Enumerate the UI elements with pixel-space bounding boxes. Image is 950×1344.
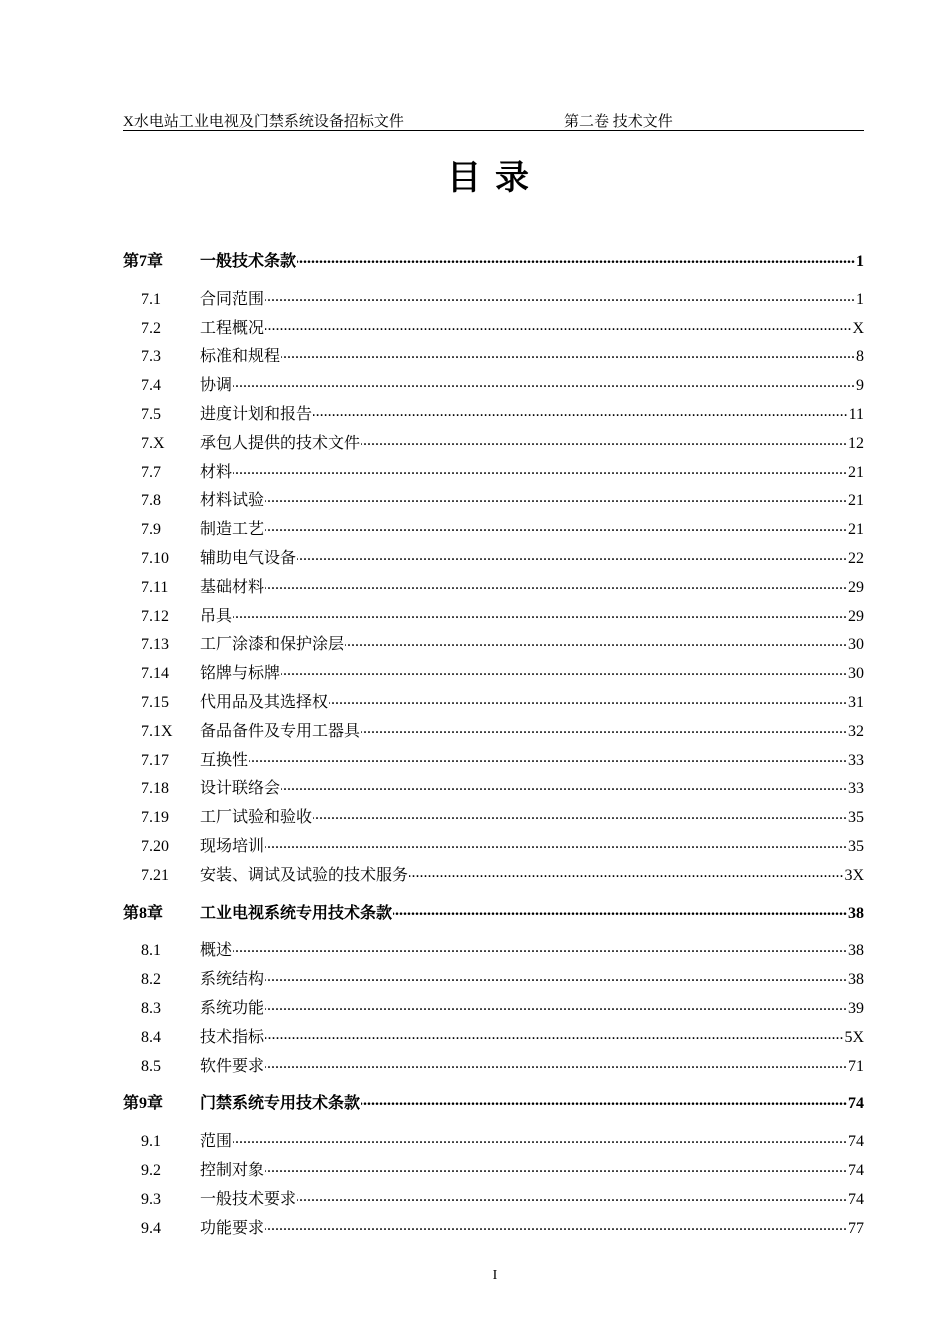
- toc-entry-page: 38: [848, 971, 864, 989]
- toc-entry-title: 门禁系统专用技术条款: [200, 1095, 361, 1113]
- toc-entry-title: 现场培训: [200, 837, 265, 855]
- toc-entry-title: 进度计划和报告: [200, 405, 313, 423]
- toc-section-entry[interactable]: [123, 1186, 864, 1215]
- toc-dot-leader: [249, 749, 847, 765]
- toc-entry-number: 8.1: [141, 942, 161, 960]
- toc-entry-title: 一般技术条款: [200, 253, 297, 270]
- toc-dot-leader: [265, 317, 851, 333]
- toc-entry-title: 吊具: [200, 607, 233, 625]
- toc-entry-number: 9.1: [141, 1133, 161, 1151]
- toc-dot-leader: [233, 374, 855, 390]
- toc-dot-leader: [265, 1055, 847, 1071]
- toc-entry-page: 77: [848, 1219, 864, 1237]
- toc-entry-page: 21: [848, 492, 864, 510]
- toc-entry-page: X: [852, 319, 864, 337]
- toc-entry-number: 7.3: [141, 348, 161, 366]
- toc-entry-page: 1: [856, 253, 864, 270]
- toc-entry-number: 7.7: [141, 463, 161, 481]
- toc-entry-title: 概述: [200, 942, 233, 960]
- toc-section-entry[interactable]: [123, 1215, 864, 1244]
- toc-section-entry[interactable]: [123, 459, 864, 488]
- toc-entry-title: 技术指标: [200, 1028, 265, 1046]
- toc-entry-title: 工厂涂漆和保护涂层: [200, 636, 345, 654]
- header-volume-title: 第二卷 技术文件: [564, 114, 673, 130]
- toc-section-entry[interactable]: [123, 660, 864, 689]
- toc-entry-page: 39: [848, 999, 864, 1017]
- toc-entry-number: 7.17: [141, 751, 169, 769]
- toc-dot-leader: [329, 691, 847, 707]
- toc-section-entry[interactable]: [123, 574, 864, 603]
- toc-dot-leader: [281, 345, 855, 361]
- toc-section-entry[interactable]: [123, 862, 864, 891]
- toc-entry-number: 第7章: [123, 253, 164, 270]
- toc-entry-title: 软件要求: [200, 1057, 265, 1075]
- toc-entry-number: 7.5: [141, 405, 161, 423]
- toc-entry-number: 7.20: [141, 837, 169, 855]
- toc-entry-title: 互换性: [200, 751, 249, 769]
- toc-dot-leader: [233, 939, 847, 955]
- toc-entry-number: 9.4: [141, 1219, 161, 1237]
- toc-entry-title: 安装、调试及试验的技术服务: [200, 866, 409, 884]
- toc-dot-leader: [361, 432, 847, 448]
- toc-entry-title: 工厂试验和验收: [200, 809, 313, 827]
- toc-entry-title: 合同范围: [200, 290, 265, 308]
- toc-entry-title: 辅助电气设备: [200, 549, 297, 567]
- toc-dot-leader: [345, 633, 847, 649]
- toc-entry-number: 7.1X: [141, 722, 173, 740]
- toc-dot-leader: [233, 605, 847, 621]
- toc-entry-number: 8.2: [141, 971, 161, 989]
- toc-dot-leader: [361, 720, 847, 736]
- toc-entry-title: 铭牌与标牌: [200, 665, 281, 683]
- toc-entry-title: 控制对象: [200, 1161, 265, 1179]
- toc-entry-number: 9.2: [141, 1161, 161, 1179]
- toc-entry-title: 材料: [200, 463, 233, 481]
- toc-entry-title: 一般技术要求: [200, 1190, 297, 1208]
- toc-chapter-entry[interactable]: [123, 1090, 864, 1119]
- toc-section-entry[interactable]: [123, 937, 864, 966]
- toc-section-entry[interactable]: [123, 545, 864, 574]
- toc-entry-page: 35: [848, 809, 864, 827]
- toc-entry-number: 7.11: [141, 578, 169, 596]
- toc-dot-leader: [313, 403, 848, 419]
- toc-entry-number: 7.4: [141, 377, 161, 395]
- toc-entry-title: 工程概况: [200, 319, 265, 337]
- toc-dot-leader: [265, 576, 847, 592]
- toc-entry-title: 设计联络会: [200, 780, 281, 798]
- toc-entry-number: 7.10: [141, 549, 169, 567]
- toc-entry-number: 第9章: [123, 1095, 164, 1113]
- toc-dot-leader: [265, 835, 847, 851]
- toc-dot-leader: [297, 1188, 847, 1204]
- toc-entry-title: 基础材料: [200, 578, 265, 596]
- toc-entry-page: 32: [848, 722, 864, 740]
- toc-entry-number: 7.9: [141, 521, 161, 539]
- toc-dot-leader: [393, 902, 847, 918]
- toc-section-entry[interactable]: [123, 430, 864, 459]
- toc-entry-number: 8.4: [141, 1028, 161, 1046]
- toc-entry-page: 33: [848, 780, 864, 798]
- toc-section-entry[interactable]: [123, 718, 864, 747]
- table-of-contents: [123, 248, 864, 1243]
- toc-section-entry[interactable]: [123, 516, 864, 545]
- toc-entry-page: 38: [848, 904, 864, 922]
- toc-entry-number: 7.18: [141, 780, 169, 798]
- toc-entry-page: 21: [848, 463, 864, 481]
- toc-entry-number: 7.X: [141, 434, 165, 452]
- toc-entry-number: 8.5: [141, 1057, 161, 1075]
- toc-entry-number: 7.15: [141, 693, 169, 711]
- toc-entry-number: 7.13: [141, 636, 169, 654]
- toc-dot-leader: [265, 518, 847, 534]
- toc-entry-number: 第8章: [123, 904, 164, 922]
- toc-dot-leader: [265, 489, 847, 505]
- toc-entry-page: 5X: [844, 1028, 864, 1046]
- toc-entry-page: 31: [848, 693, 864, 711]
- toc-entry-title: 工业电视系统专用技术条款: [200, 904, 393, 922]
- toc-dot-leader: [265, 288, 855, 304]
- toc-entry-page: 29: [848, 607, 864, 625]
- toc-entry-title: 材料试验: [200, 492, 265, 510]
- toc-section-entry[interactable]: [123, 1157, 864, 1186]
- toc-entry-page: 11: [848, 405, 864, 423]
- toc-section-entry[interactable]: [123, 689, 864, 718]
- toc-section-entry[interactable]: [123, 401, 864, 430]
- toc-entry-title: 系统功能: [200, 999, 265, 1017]
- toc-section-entry[interactable]: [123, 603, 864, 632]
- toc-section-entry[interactable]: [123, 804, 864, 833]
- toc-entry-page: 30: [848, 665, 864, 683]
- toc-entry-page: 21: [848, 521, 864, 539]
- toc-section-entry[interactable]: [123, 966, 864, 995]
- toc-dot-leader: [281, 662, 847, 678]
- toc-section-entry[interactable]: [123, 1053, 864, 1082]
- toc-dot-leader: [265, 1026, 843, 1042]
- toc-entry-title: 范围: [200, 1133, 233, 1151]
- toc-entry-number: 7.14: [141, 665, 169, 683]
- page-header: [123, 108, 864, 131]
- toc-entry-page: 30: [848, 636, 864, 654]
- header-document-title: X水电站工业电视及门禁系统设备招标文件: [123, 114, 404, 130]
- toc-dot-leader: [281, 777, 847, 793]
- toc-entry-title: 备品备件及专用工器具: [200, 722, 361, 740]
- toc-entry-title: 系统结构: [200, 971, 265, 989]
- toc-entry-page: 38: [848, 942, 864, 960]
- toc-entry-number: 7.2: [141, 319, 161, 337]
- toc-entry-page: 35: [848, 837, 864, 855]
- toc-dot-leader: [409, 864, 843, 880]
- toc-entry-page: 3X: [844, 866, 864, 884]
- toc-dot-leader: [265, 997, 847, 1013]
- toc-section-entry[interactable]: [123, 1128, 864, 1157]
- toc-dot-leader: [313, 806, 847, 822]
- toc-entry-title: 标准和规程: [200, 348, 281, 366]
- toc-entry-page: 9: [856, 377, 864, 395]
- toc-entry-page: 29: [848, 578, 864, 596]
- toc-entry-page: 74: [848, 1161, 864, 1179]
- toc-entry-title: 协调: [200, 377, 233, 395]
- toc-entry-title: 承包人提供的技术文件: [200, 434, 361, 452]
- toc-dot-leader: [233, 461, 847, 477]
- toc-entry-page: 74: [848, 1133, 864, 1151]
- toc-entry-number: 7.21: [141, 866, 169, 884]
- toc-entry-title: 代用品及其选择权: [200, 693, 329, 711]
- toc-section-entry[interactable]: [123, 1024, 864, 1053]
- toc-entry-number: 7.19: [141, 809, 169, 827]
- toc-entry-page: 74: [848, 1095, 864, 1113]
- toc-section-entry[interactable]: [123, 775, 864, 804]
- toc-section-entry[interactable]: [123, 747, 864, 776]
- toc-entry-page: 71: [848, 1057, 864, 1075]
- toc-entry-page: 1: [856, 290, 864, 308]
- toc-section-entry[interactable]: [123, 343, 864, 372]
- toc-chapter-entry[interactable]: [123, 900, 864, 929]
- toc-entry-page: 33: [848, 751, 864, 769]
- toc-dot-leader: [265, 1159, 847, 1175]
- toc-section-entry[interactable]: [123, 995, 864, 1024]
- toc-entry-number: 8.3: [141, 999, 161, 1017]
- toc-dot-leader: [297, 547, 847, 563]
- toc-entry-title: 制造工艺: [200, 521, 265, 539]
- toc-section-entry[interactable]: [123, 286, 864, 315]
- toc-dot-leader: [233, 1130, 847, 1146]
- page-number: I: [492, 1268, 498, 1283]
- toc-entry-title: 功能要求: [200, 1219, 265, 1237]
- toc-entry-number: 9.3: [141, 1190, 161, 1208]
- toc-dot-leader: [297, 250, 855, 266]
- toc-entry-number: 7.8: [141, 492, 161, 510]
- toc-entry-page: 8: [856, 348, 864, 366]
- toc-section-entry[interactable]: [123, 372, 864, 401]
- toc-entry-number: 7.1: [141, 290, 161, 308]
- page-title: 目录: [447, 158, 543, 198]
- toc-entry-number: 7.12: [141, 607, 169, 625]
- toc-entry-page: 22: [848, 549, 864, 567]
- toc-dot-leader: [265, 968, 847, 984]
- toc-dot-leader: [265, 1217, 847, 1233]
- toc-section-entry[interactable]: [123, 833, 864, 862]
- toc-chapter-entry[interactable]: [123, 248, 864, 277]
- toc-section-entry[interactable]: [123, 631, 864, 660]
- toc-entry-page: 12: [848, 434, 864, 452]
- toc-section-entry[interactable]: [123, 487, 864, 516]
- toc-section-entry[interactable]: [123, 315, 864, 344]
- toc-dot-leader: [361, 1092, 847, 1108]
- toc-entry-page: 74: [848, 1190, 864, 1208]
